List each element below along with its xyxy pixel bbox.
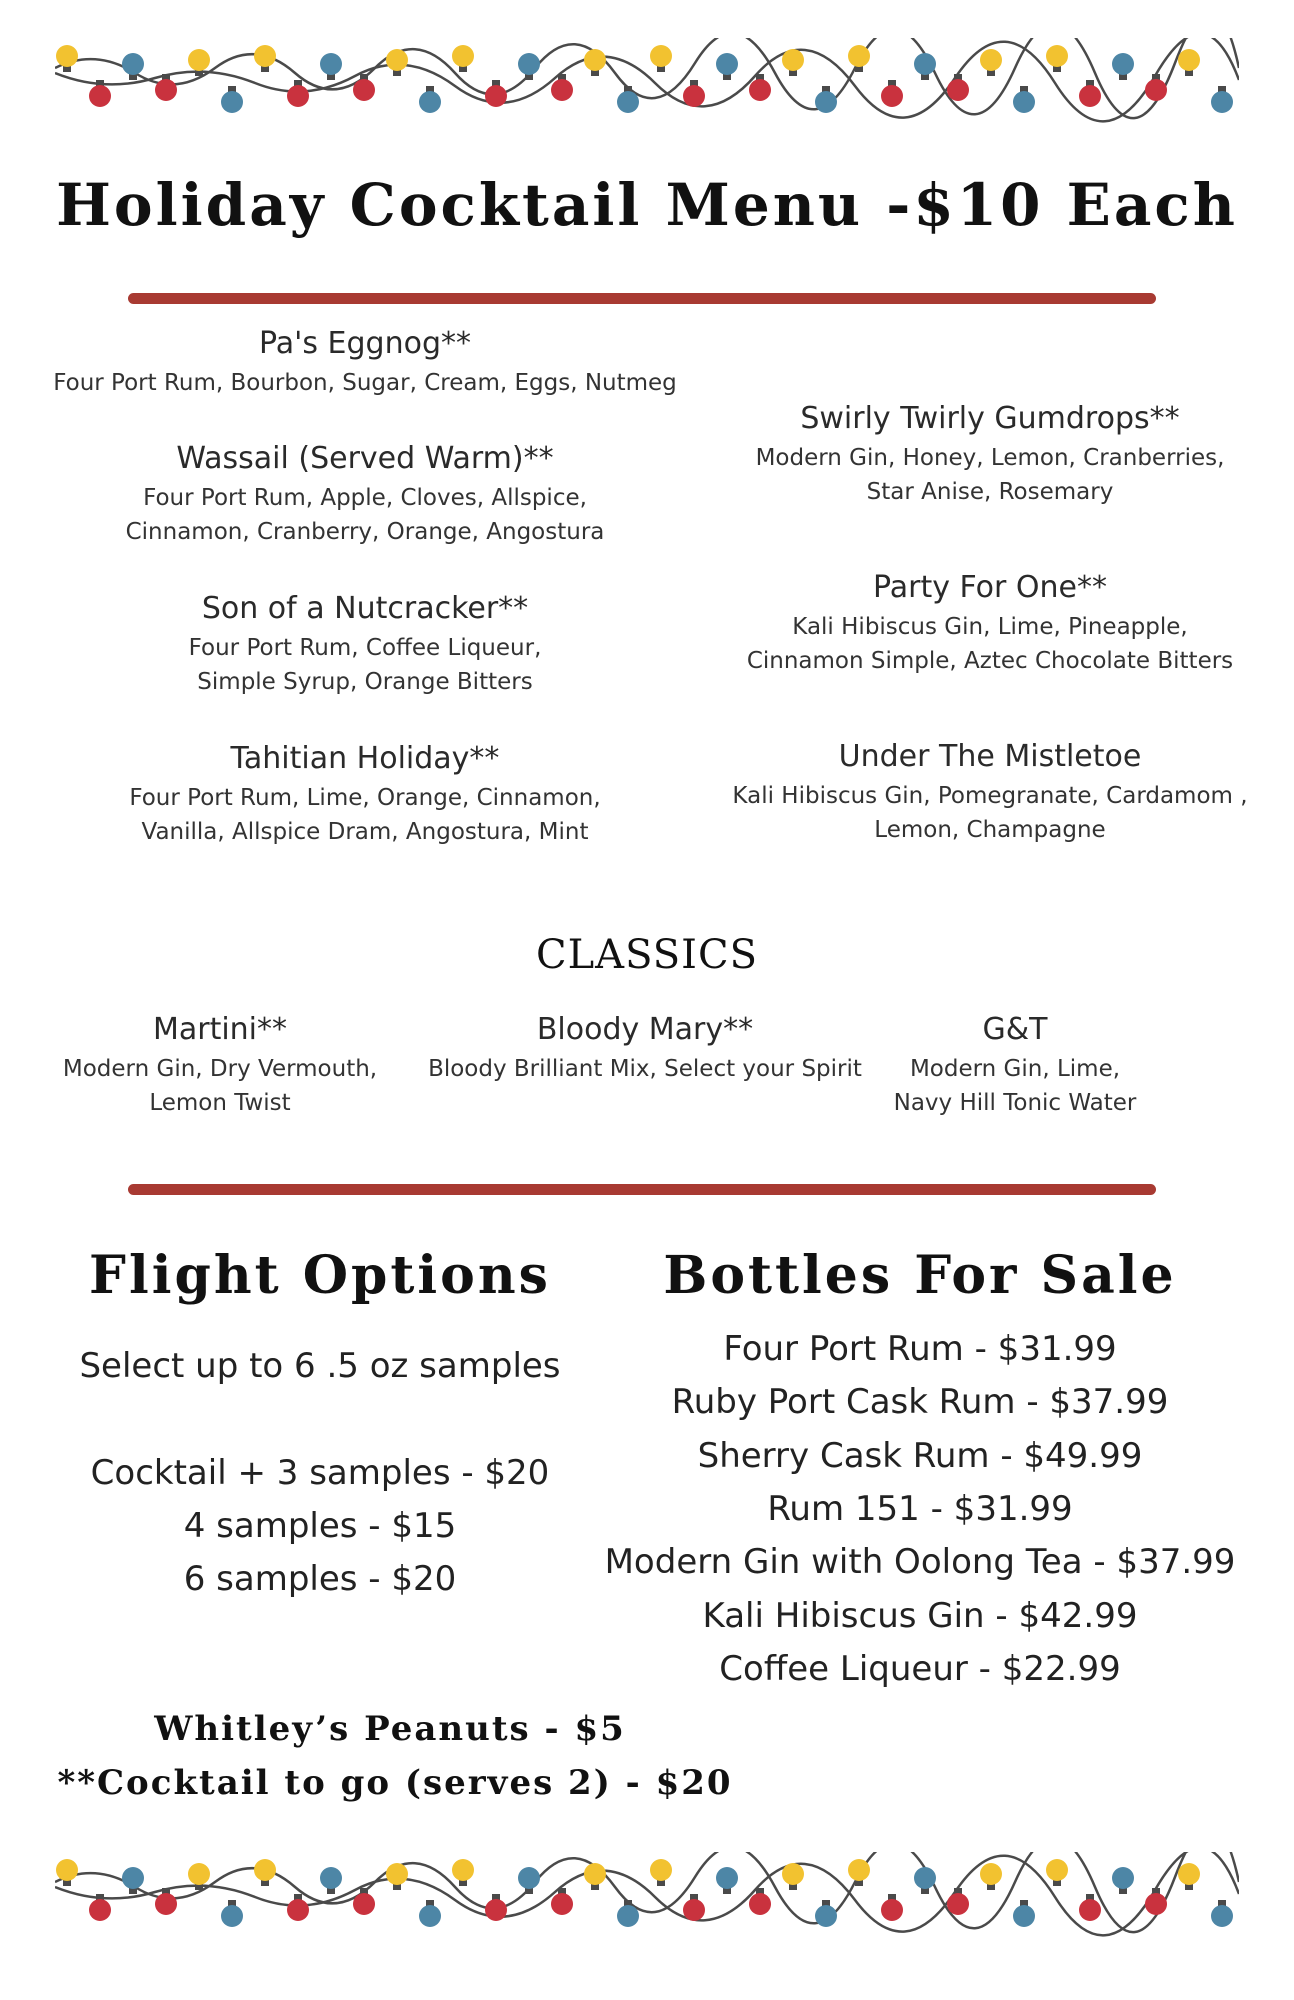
light-bulb-icon: [815, 1900, 837, 1927]
light-bulb-icon: [881, 80, 903, 107]
menu-title: Holiday Cocktail Menu -$10 Each: [56, 171, 1238, 239]
light-bulb-icon: [815, 86, 837, 113]
light-bulb-icon: [848, 1859, 870, 1886]
flight-option: 6 samples - $20: [183, 1559, 457, 1599]
light-bulb-icon: [452, 1859, 474, 1886]
string-lights-top: [55, 38, 1239, 138]
light-bulb-icon: [56, 1859, 78, 1886]
cocktail-name: Swirly Twirly Gumdrops**: [800, 401, 1180, 436]
cocktail-name: Party For One**: [872, 570, 1107, 605]
light-bulb-icon: [518, 53, 540, 80]
light-bulb-icon: [320, 1867, 342, 1894]
light-bulb-icon: [650, 45, 672, 72]
flight-option: 4 samples - $15: [183, 1506, 457, 1546]
light-bulb-icon: [1211, 86, 1233, 113]
light-bulb-icon: [716, 1867, 738, 1894]
light-bulb-icon: [683, 1894, 705, 1921]
light-bulb-icon: [56, 45, 78, 72]
cocktail-name: Under The Mistletoe: [838, 739, 1142, 774]
cocktail-desc: Four Port Rum, Apple, Cloves, Allspice,: [143, 485, 587, 511]
cocktail-name: G&T: [982, 1012, 1048, 1047]
light-bulb-icon: [914, 1867, 936, 1894]
light-bulb-icon: [1178, 1863, 1200, 1890]
light-bulb-icon: [254, 45, 276, 72]
bottle-item: Ruby Port Cask Rum - $37.99: [671, 1382, 1169, 1422]
cocktail-name: Son of a Nutcracker**: [201, 591, 529, 626]
cocktail-wassail: [20, 437, 710, 549]
light-bulb-icon: [980, 49, 1002, 76]
light-bulb-icon: [848, 45, 870, 72]
light-bulb-icon: [287, 80, 309, 107]
light-bulb-icon: [782, 49, 804, 76]
light-bulb-icon: [221, 86, 243, 113]
cocktail-desc: Kali Hibiscus Gin, Pomegranate, Cardamom ,: [732, 783, 1248, 809]
string-lights-bottom: [55, 1852, 1239, 1952]
cocktail-name: Tahitian Holiday**: [230, 741, 500, 776]
light-bulb-icon: [1178, 49, 1200, 76]
bottles-heading: Bottles For Sale: [663, 1245, 1177, 1306]
bottle-item: Kali Hibiscus Gin - $42.99: [702, 1596, 1138, 1636]
light-bulb-icon: [914, 53, 936, 80]
light-bulb-icon: [683, 80, 705, 107]
light-bulb-icon: [1211, 1900, 1233, 1927]
cocktail-desc: Lemon Twist: [149, 1090, 291, 1116]
cocktail-name: Wassail (Served Warm)**: [176, 441, 554, 476]
cocktail-name: Martini**: [152, 1012, 288, 1047]
light-bulb-icon: [716, 53, 738, 80]
cocktail-to-go-line: **Cocktail to go (serves 2) - $20: [57, 1763, 733, 1803]
cocktail-desc: Modern Gin, Dry Vermouth,: [62, 1056, 378, 1082]
cocktail-desc: Four Port Rum, Bourbon, Sugar, Cream, Eggs, Nutmeg: [53, 370, 677, 396]
flight-intro: Select up to 6 .5 oz samples: [79, 1346, 561, 1386]
light-bulb-icon: [419, 1900, 441, 1927]
light-bulb-icon: [485, 80, 507, 107]
classic-martini: [40, 1008, 400, 1120]
light-bulb-icon: [1112, 53, 1134, 80]
cocktail-desc: Modern Gin, Honey, Lemon, Cranberries,: [755, 445, 1225, 471]
bottle-item: Sherry Cask Rum - $49.99: [697, 1436, 1143, 1476]
light-bulb-icon: [254, 1859, 276, 1886]
light-bulb-icon: [1013, 1900, 1035, 1927]
cocktail-desc: Kali Hibiscus Gin, Lime, Pineapple,: [792, 614, 1188, 640]
light-bulb-icon: [353, 1888, 375, 1915]
cocktail-under-the-mistletoe: [700, 735, 1280, 847]
cocktail-desc: Modern Gin, Lime,: [909, 1056, 1121, 1082]
cocktail-desc: Four Port Rum, Lime, Orange, Cinnamon,: [129, 785, 601, 811]
light-bulb-icon: [518, 1867, 540, 1894]
light-bulb-icon: [353, 74, 375, 101]
light-bulb-icon: [947, 1888, 969, 1915]
light-bulb-icon: [881, 1894, 903, 1921]
cocktail-desc: Navy Hill Tonic Water: [893, 1090, 1137, 1116]
peanuts-line: Whitley’s Peanuts - $5: [154, 1709, 626, 1749]
light-bulb-icon: [1145, 1888, 1167, 1915]
light-bulb-icon: [452, 45, 474, 72]
light-bulb-icon: [617, 1900, 639, 1927]
light-bulb-icon: [584, 1863, 606, 1890]
divider-middle: [128, 1184, 1156, 1195]
cocktail-desc: Cinnamon, Cranberry, Orange, Angostura: [125, 519, 605, 545]
light-bulb-icon: [485, 1894, 507, 1921]
light-bulb-icon: [386, 1863, 408, 1890]
light-bulb-icon: [1079, 1894, 1101, 1921]
light-bulb-icon: [419, 86, 441, 113]
cocktail-desc: Bloody Brilliant Mix, Select your Spirit: [428, 1056, 862, 1082]
light-bulb-icon: [584, 49, 606, 76]
bottle-item: Rum 151 - $31.99: [767, 1489, 1073, 1529]
light-bulb-icon: [1145, 74, 1167, 101]
light-bulb-icon: [386, 49, 408, 76]
bottle-item: Modern Gin with Oolong Tea - $37.99: [604, 1542, 1236, 1582]
cocktail-swirly-twirly-gumdrops: [700, 397, 1280, 509]
bottle-item: Coffee Liqueur - $22.99: [719, 1649, 1121, 1689]
light-bulb-icon: [650, 1859, 672, 1886]
classic-bloody-mary: [410, 1008, 880, 1086]
cocktail-desc: Star Anise, Rosemary: [866, 479, 1114, 505]
light-bulb-icon: [1046, 45, 1068, 72]
divider-top: [128, 293, 1156, 304]
cocktail-tahitian-holiday: [20, 737, 710, 849]
light-bulb-icon: [947, 74, 969, 101]
light-bulb-icon: [782, 1863, 804, 1890]
light-bulb-icon: [287, 1894, 309, 1921]
bottle-item: Four Port Rum - $31.99: [723, 1329, 1117, 1369]
classic-gin-and-tonic: [870, 1008, 1160, 1120]
light-bulb-icon: [1079, 80, 1101, 107]
light-bulb-icon: [320, 53, 342, 80]
light-bulb-icon: [1046, 1859, 1068, 1886]
light-bulb-icon: [1112, 1867, 1134, 1894]
cocktail-desc: Four Port Rum, Coffee Liqueur,: [188, 635, 542, 661]
cocktail-name: Bloody Mary**: [536, 1012, 754, 1047]
cocktail-son-of-a-nutcracker: [20, 587, 710, 699]
cocktail-desc: Cinnamon Simple, Aztec Chocolate Bitters: [746, 648, 1234, 674]
cocktail-party-for-one: [700, 566, 1280, 678]
light-bulb-icon: [980, 1863, 1002, 1890]
cocktail-desc: Lemon, Champagne: [874, 817, 1106, 843]
cocktail-pas-eggnog: [20, 322, 710, 400]
flight-option: Cocktail + 3 samples - $20: [90, 1453, 550, 1493]
cocktail-name: Pa's Eggnog**: [259, 326, 471, 361]
light-bulb-icon: [1013, 86, 1035, 113]
light-bulb-icon: [221, 1900, 243, 1927]
cocktail-desc: Simple Syrup, Orange Bitters: [197, 669, 533, 695]
cocktail-desc: Vanilla, Allspice Dram, Angostura, Mint: [141, 819, 589, 845]
flight-options-heading: Flight Options: [89, 1245, 551, 1306]
classics-heading: CLASSICS: [536, 932, 758, 978]
light-bulb-icon: [617, 86, 639, 113]
